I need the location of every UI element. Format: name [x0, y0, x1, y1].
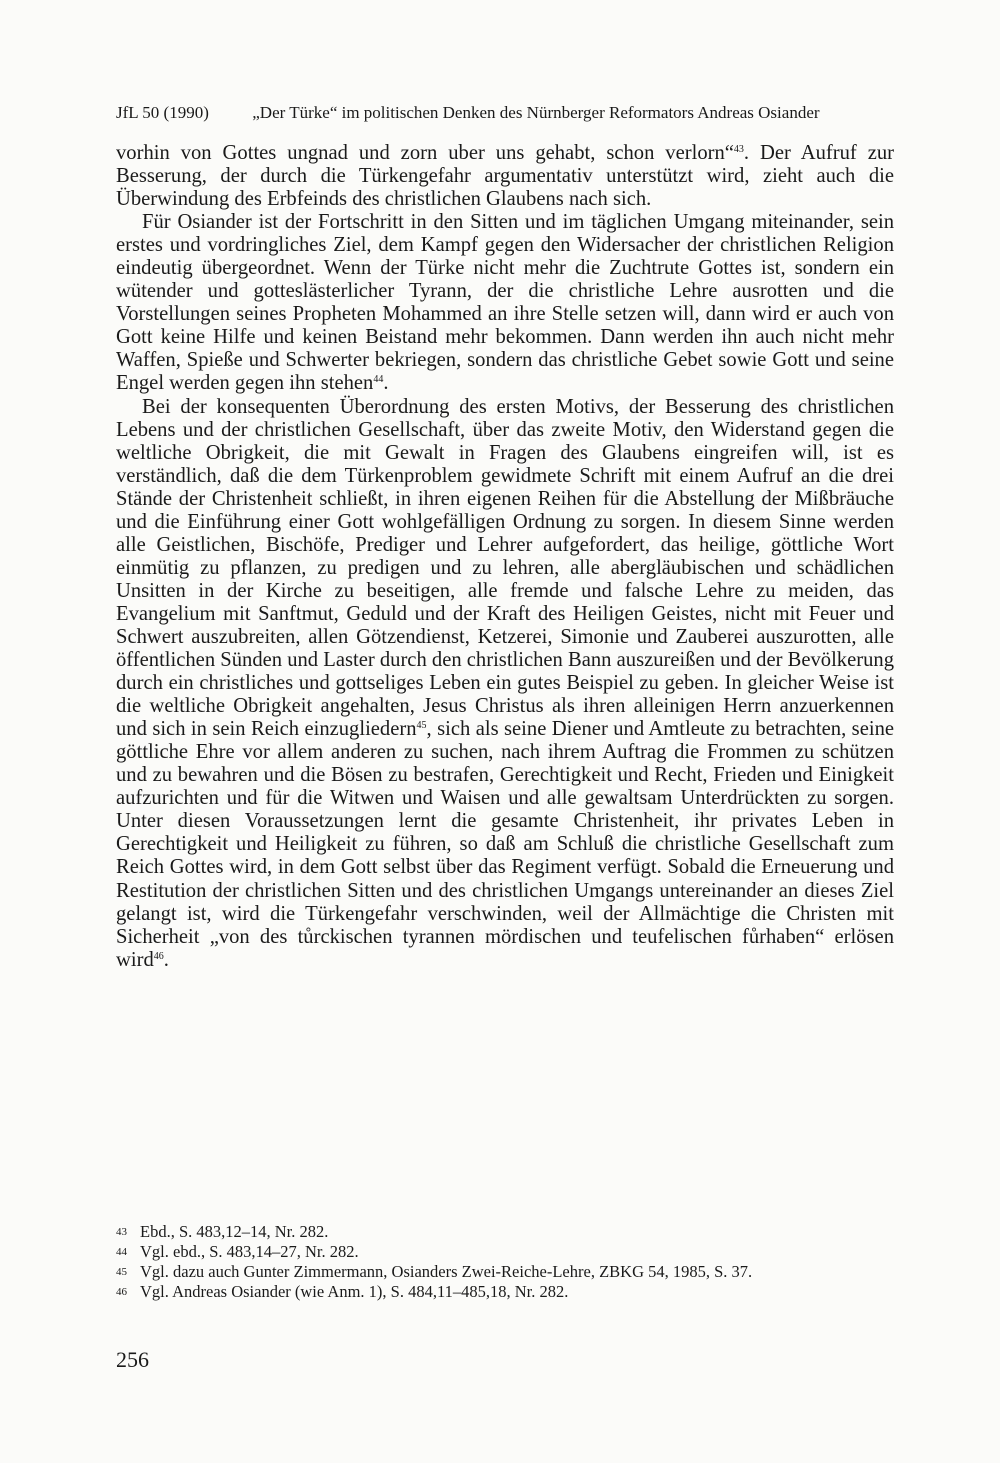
paragraph: [116, 396, 894, 972]
paragraph-text: .: [383, 372, 389, 395]
paragraph-text: , sich als seine Diener und Amtleute zu betrachten, seine göttliche Ehre vor allem anderen zu suchen, nach ihrem Auftrag die Frommen zu schützen und zu bewahren und die Bösen zu bestrafen, Gerechtigkeit und Recht, Frieden und Einigkeit aufzurichten und für die Witwen und Waisen und alle gewaltsam Unterdrückten zu sorgen. Unter diesen Voraussetzungen lernt die gesamte Christenheit, ihr privates Leben in Gerechtigkeit und Heiligkeit zu führen, so daß am Schluß die christliche Gesellschaft zum Reich Gottes wird, in dem Gott selbst über das Regiment verfügt. Sobald die Erneuerung und Restitution der christlichen Sitten und des christlichen Umgangs untereinander an dieses Ziel gelangt ist, wird die Türkengefahr verschwinden, weil der Allmächtige die Christen mit Sicherheit „von des tůrckischen tyrannen mördischen und teufelischen fůrhaben“ erlösen wird: [116, 718, 895, 971]
paragraph-text: Für Osiander ist der Fortschritt in den Sitten und im täglichen Umgang miteinander, sein erstes und vordringliches Ziel, dem Kampf gegen den Widersacher der christlichen Religion eindeutig übergeordnet. Wenn der Türke nicht mehr die Zuchtrute Gottes ist, sondern ein wütender und gotteslästerlicher Tyrann, der die christliche Lehre ausrotten und die Vorstellungen seines Propheten Mohammed an ihre Stelle setzen will, dann wird er auch von Gott keine Hilfe und keinen Beistand mehr bekommen. Dann werden ihn auch nicht mehr Waffen, Spieße und Schwerter bekriegen, sondern das christliche Gebet sowie Gott und seine Engel werden gegen ihn stehen: [116, 211, 894, 395]
footnote: [116, 1262, 916, 1282]
paragraph-text: .: [163, 948, 169, 971]
footnote-number: 45: [116, 1266, 127, 1278]
footnote: [116, 1282, 916, 1302]
footnote-text: Vgl. ebd., S. 483,14–27, Nr. 282.: [140, 1242, 359, 1261]
footnote-number: 46: [116, 1286, 127, 1298]
footnote: [116, 1222, 916, 1242]
footnotes: [116, 1222, 916, 1302]
footnote-reference: 46: [153, 950, 164, 962]
footnote-reference: 44: [373, 374, 384, 386]
footnote-text: Vgl. Andreas Osiander (wie Anm. 1), S. 484,11–485,18, Nr. 282.: [140, 1282, 569, 1301]
footnote: [116, 1242, 916, 1262]
page-number: 256: [116, 1347, 149, 1372]
footnote-reference: 43: [733, 144, 744, 155]
running-head: [116, 102, 896, 124]
paragraph-text: Bei der konsequenten Überordnung des ersten Motivs, der Besserung des christlichen Lebens und der christlichen Gesellschaft, über das zweite Motiv, den Widerstand gegen die weltliche Obrigkeit, die mit Gewalt in Fragen des Glaubens eingreifen will, ist es verständlich, daß die dem Türkenproblem gewidmete Schrift mit einem Aufruf an die drei Stände der Christenheit schließt, in ihren eigenen Reihen für die Abstellung der Mißbräuche und die Einführung einer Gott wohlgefälligen Ordnung zu sorgen. In diesem Sinne werden alle Geistlichen, Bischöfe, Prediger und Lehrer aufgefordert, das heilige, göttliche Wort einmütig zu pflanzen, zu predigen und zu lehren, alle abergläubischen und schädlichen Unsitten in der Kirche zu beseitigen, alle fremde und falsche Lehre zu meiden, das Evangelium mit Sanftmut, Geduld und der Kraft des Heiligen Geistes, nicht mit Feuer und Schwert auszubreiten, allen Götzendienst, Ketzerei, Simonie und Zauberei auszurotten, alle öffentlichen Sünden und Laster durch den christlichen Bann auszureißen und der Bevölkerung durch ein christliches und gottseliges Leben ein gutes Beispiel zu geben. In gleicher Weise ist die weltliche Obrigkeit angehalten, Jesus Christus als ihren alleinigen Herrn anzuerkennen und sich in sein Reich einzugliedern: [116, 395, 894, 741]
footnote-text: Ebd., S. 483,12–14, Nr. 282.: [140, 1222, 329, 1241]
body-text: [116, 142, 894, 972]
paragraph-text: . Der Aufruf zur Besserung, der durch die Türkengefahr argumentativ unterstützt wird, zieht auch die Überwindung des Erbfeinds des christlichen Glaubens nach sich.: [116, 142, 894, 211]
paragraph-text: vorhin von Gottes ungnad und zorn uber uns gehabt, schon verlorn“: [116, 142, 734, 164]
running-title: „Der Türke“ im politischen Denken des Nürnberger Reformators Andreas Osiander: [252, 103, 820, 122]
footnote-text: Vgl. dazu auch Gunter Zimmermann, Osianders Zwei-Reiche-Lehre, ZBKG 54, 1985, S. 37.: [140, 1262, 753, 1281]
footnote-number: 43: [116, 1226, 127, 1238]
footnote-reference: 45: [416, 720, 427, 732]
footnote-number: 44: [116, 1246, 127, 1258]
journal-reference: JfL 50 (1990): [116, 103, 209, 122]
paragraph: [116, 211, 894, 395]
paragraph: [116, 142, 894, 211]
